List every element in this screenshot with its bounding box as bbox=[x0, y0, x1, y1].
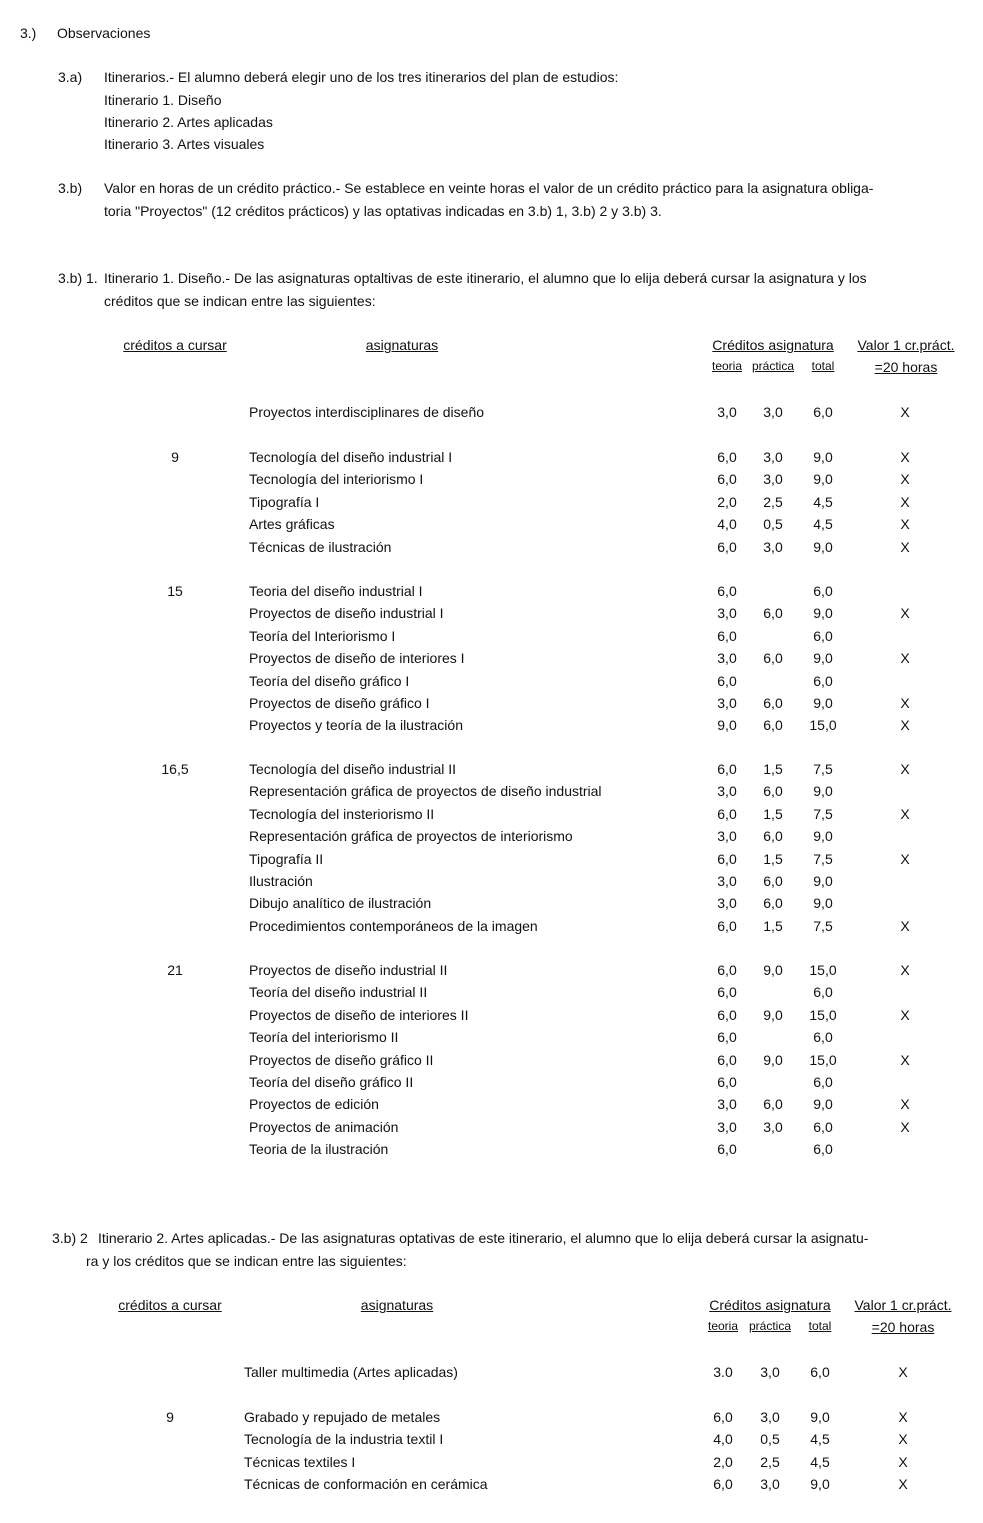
credits-total: 6,0 bbox=[813, 1029, 833, 1045]
subject-name: Técnicas de conformación en cerámica bbox=[244, 1476, 488, 1492]
subject-name: Representación gráfica de proyectos de diseño industrial bbox=[249, 783, 602, 799]
section-label: 3.b) 1. bbox=[58, 270, 98, 286]
section-intro-line: Itinerario 2. Artes aplicadas.- De las asignaturas optativas de este itinerario, el alumno que lo elija deberá cursar la asignatu- bbox=[98, 1230, 869, 1246]
practical-hours-mark: X bbox=[898, 1476, 908, 1492]
credits-practica: 3,0 bbox=[763, 471, 783, 487]
credits-total: 9,0 bbox=[813, 539, 833, 555]
credits-teoria: 6,0 bbox=[717, 673, 737, 689]
credits-practica: 3,0 bbox=[760, 1409, 780, 1425]
credits-teoria: 3,0 bbox=[717, 828, 737, 844]
subject-name: Tecnología del interiorismo I bbox=[249, 471, 424, 487]
subject-name: Proyectos de diseño gráfico I bbox=[249, 695, 430, 711]
credits-practica: 6,0 bbox=[763, 650, 783, 666]
practical-hours-mark: X bbox=[900, 717, 910, 733]
practical-hours-mark: X bbox=[900, 471, 910, 487]
credits-practica: 0,5 bbox=[760, 1431, 780, 1447]
credits-total: 4,5 bbox=[810, 1431, 830, 1447]
section-title: Observaciones bbox=[57, 25, 151, 41]
credits-total: 7,5 bbox=[813, 851, 833, 867]
credits-teoria: 6,0 bbox=[717, 471, 737, 487]
subject-name: Tecnología de la industria textil I bbox=[244, 1431, 444, 1447]
credits-total: 7,5 bbox=[813, 761, 833, 777]
credits-teoria: 6,0 bbox=[717, 1074, 737, 1090]
practical-hours-mark: X bbox=[900, 1052, 910, 1068]
subject-name: Proyectos y teoría de la ilustración bbox=[249, 717, 463, 733]
credits-practica: 6,0 bbox=[763, 605, 783, 621]
credits-teoria: 3,0 bbox=[717, 695, 737, 711]
credits-total: 4,5 bbox=[813, 516, 833, 532]
credits-teoria: 3,0 bbox=[717, 605, 737, 621]
header-practica: práctica bbox=[751, 359, 795, 373]
credits-to-take: 9 bbox=[171, 449, 179, 465]
obs-a-line: Itinerario 2. Artes aplicadas bbox=[104, 114, 273, 130]
credits-total: 9,0 bbox=[813, 873, 833, 889]
subject-name: Teoría del Interiorismo I bbox=[249, 628, 396, 644]
credits-teoria: 6,0 bbox=[717, 761, 737, 777]
credits-teoria: 2,0 bbox=[717, 494, 737, 510]
credits-practica: 1,5 bbox=[763, 918, 783, 934]
subject-name: Proyectos de diseño de interiores I bbox=[249, 650, 465, 666]
credits-teoria: 6,0 bbox=[717, 539, 737, 555]
credits-total: 6,0 bbox=[810, 1364, 830, 1380]
credits-to-take: 9 bbox=[166, 1409, 174, 1425]
credits-teoria: 2,0 bbox=[713, 1454, 733, 1470]
credits-practica: 3,0 bbox=[763, 449, 783, 465]
credits-teoria: 3,0 bbox=[717, 1119, 737, 1135]
practical-hours-mark: X bbox=[900, 404, 910, 420]
practical-hours-mark: X bbox=[900, 695, 910, 711]
subject-name: Ilustración bbox=[249, 873, 313, 889]
obs-b-label: 3.b) bbox=[58, 180, 83, 196]
subject-name: Artes gráficas bbox=[249, 516, 335, 532]
subject-name: Tipografía I bbox=[249, 494, 320, 510]
subject-name: Grabado y repujado de metales bbox=[244, 1409, 441, 1425]
practical-hours-mark: X bbox=[900, 516, 910, 532]
credits-teoria: 6,0 bbox=[717, 583, 737, 599]
credits-total: 6,0 bbox=[813, 984, 833, 1000]
credits-practica: 2,5 bbox=[760, 1454, 780, 1470]
practical-hours-mark: X bbox=[900, 851, 910, 867]
credits-practica: 2,5 bbox=[763, 494, 783, 510]
credits-practica: 6,0 bbox=[763, 783, 783, 799]
subject-name: Dibujo analítico de ilustración bbox=[249, 895, 432, 911]
credits-teoria: 6,0 bbox=[717, 1007, 737, 1023]
credits-practica: 6,0 bbox=[763, 695, 783, 711]
credits-total: 9,0 bbox=[813, 471, 833, 487]
credits-practica: 0,5 bbox=[763, 516, 783, 532]
subject-name: Proyectos de diseño gráfico II bbox=[249, 1052, 434, 1068]
subject-name: Tecnología del diseño industrial I bbox=[249, 449, 453, 465]
subject-name: Teoria de la ilustración bbox=[249, 1141, 389, 1157]
obs-a-label: 3.a) bbox=[58, 69, 83, 85]
header-creditos-a-cursar: créditos a cursar bbox=[123, 337, 227, 353]
practical-hours-mark: X bbox=[900, 539, 910, 555]
obs-b-line: toria "Proyectos" (12 créditos prácticos) y las optativas indicadas en 3.b) 1, 3.b) 2 y 3.b) 3. bbox=[104, 203, 662, 219]
subject-name: Proyectos de diseño industrial II bbox=[249, 962, 448, 978]
credits-total: 9,0 bbox=[810, 1476, 830, 1492]
credits-teoria: 3,0 bbox=[717, 873, 737, 889]
subject-name: Proyectos de animación bbox=[249, 1119, 399, 1135]
header-teoria: teoria bbox=[707, 1319, 739, 1333]
credits-teoria: 6,0 bbox=[717, 851, 737, 867]
credits-teoria: 6,0 bbox=[717, 1029, 737, 1045]
credits-total: 15,0 bbox=[809, 717, 837, 733]
credits-total: 15,0 bbox=[809, 1007, 837, 1023]
credits-teoria: 3.0 bbox=[713, 1364, 733, 1380]
credits-practica: 3,0 bbox=[763, 1119, 783, 1135]
practical-hours-mark: X bbox=[900, 1119, 910, 1135]
credits-teoria: 6,0 bbox=[717, 962, 737, 978]
credits-practica: 1,5 bbox=[763, 761, 783, 777]
credits-total: 7,5 bbox=[813, 918, 833, 934]
credits-total: 9,0 bbox=[813, 828, 833, 844]
credits-teoria: 3,0 bbox=[717, 895, 737, 911]
credits-practica: 9,0 bbox=[763, 1007, 783, 1023]
credits-total: 9,0 bbox=[813, 650, 833, 666]
section-number: 3.) bbox=[20, 25, 37, 41]
credits-teoria: 4,0 bbox=[717, 516, 737, 532]
credits-practica: 6,0 bbox=[763, 828, 783, 844]
credits-total: 9,0 bbox=[813, 605, 833, 621]
practical-hours-mark: X bbox=[900, 918, 910, 934]
credits-total: 15,0 bbox=[809, 962, 837, 978]
practical-hours-mark: X bbox=[900, 1096, 910, 1112]
credits-practica: 6,0 bbox=[763, 717, 783, 733]
header-total: total bbox=[808, 1319, 832, 1333]
practical-hours-mark: X bbox=[898, 1431, 908, 1447]
credits-total: 9,0 bbox=[813, 1096, 833, 1112]
subject-name: Representación gráfica de proyectos de interiorismo bbox=[249, 828, 573, 844]
credits-total: 6,0 bbox=[813, 1141, 833, 1157]
subject-name: Tecnología del diseño industrial II bbox=[249, 761, 457, 777]
practical-hours-mark: X bbox=[900, 761, 910, 777]
credits-practica: 6,0 bbox=[763, 873, 783, 889]
header-teoria: teoria bbox=[711, 359, 743, 373]
credits-total: 9,0 bbox=[813, 895, 833, 911]
subject-name: Proyectos interdisciplinares de diseño bbox=[249, 404, 485, 420]
header-horas: =20 horas bbox=[871, 1319, 935, 1335]
header-asignaturas: asignaturas bbox=[365, 337, 439, 353]
section-intro-line: Itinerario 1. Diseño.- De las asignaturas optaltivas de este itinerario, el alumno que lo elija deberá cursar la asignatura y los bbox=[104, 270, 867, 286]
subject-name: Procedimientos contemporáneos de la imagen bbox=[249, 918, 538, 934]
header-creditos-a-cursar: créditos a cursar bbox=[118, 1297, 222, 1313]
credits-practica: 3,0 bbox=[760, 1476, 780, 1492]
subject-name: Proyectos de edición bbox=[249, 1096, 379, 1112]
header-creditos-asignatura: Créditos asignatura bbox=[712, 337, 834, 353]
obs-a-line: Itinerario 3. Artes visuales bbox=[104, 136, 265, 152]
credits-teoria: 6,0 bbox=[717, 918, 737, 934]
credits-total: 4,5 bbox=[810, 1454, 830, 1470]
practical-hours-mark: X bbox=[900, 1007, 910, 1023]
credits-total: 6,0 bbox=[813, 673, 833, 689]
credits-practica: 3,0 bbox=[763, 539, 783, 555]
credits-total: 6,0 bbox=[813, 628, 833, 644]
credits-total: 15,0 bbox=[809, 1052, 837, 1068]
credits-teoria: 4,0 bbox=[713, 1431, 733, 1447]
credits-practica: 3,0 bbox=[760, 1364, 780, 1380]
subject-name: Tipografía II bbox=[249, 851, 324, 867]
subject-name: Teoría del diseño gráfico I bbox=[249, 673, 410, 689]
obs-b-line: Valor en horas de un crédito práctico.- Se establece en veinte horas el valor de un crédito práctico para la asignatura obliga- bbox=[104, 180, 874, 196]
credits-total: 9,0 bbox=[813, 783, 833, 799]
section-label: 3.b) 2 bbox=[52, 1230, 88, 1246]
credits-teoria: 3,0 bbox=[717, 650, 737, 666]
credits-practica: 3,0 bbox=[763, 404, 783, 420]
credits-practica: 1,5 bbox=[763, 806, 783, 822]
credits-teoria: 6,0 bbox=[717, 449, 737, 465]
credits-to-take: 15 bbox=[167, 583, 183, 599]
credits-total: 4,5 bbox=[813, 494, 833, 510]
practical-hours-mark: X bbox=[900, 494, 910, 510]
section-intro-line: ra y los créditos que se indican entre las siguientes: bbox=[86, 1253, 407, 1269]
credits-teoria: 6,0 bbox=[713, 1409, 733, 1425]
credits-to-take: 21 bbox=[167, 962, 183, 978]
credits-teoria: 3,0 bbox=[717, 404, 737, 420]
obs-a-line: Itinerarios.- El alumno deberá elegir uno de los tres itinerarios del plan de estudios: bbox=[104, 69, 619, 85]
credits-total: 6,0 bbox=[813, 1074, 833, 1090]
header-valor-credito: Valor 1 cr.práct. bbox=[854, 1297, 952, 1313]
practical-hours-mark: X bbox=[900, 962, 910, 978]
credits-teoria: 9,0 bbox=[717, 717, 737, 733]
credits-teoria: 6,0 bbox=[717, 984, 737, 1000]
practical-hours-mark: X bbox=[900, 605, 910, 621]
credits-total: 9,0 bbox=[810, 1409, 830, 1425]
credits-teoria: 6,0 bbox=[717, 1052, 737, 1068]
subject-name: Técnicas de ilustración bbox=[249, 539, 392, 555]
credits-total: 6,0 bbox=[813, 1119, 833, 1135]
subject-name: Teoria del diseño industrial I bbox=[249, 583, 423, 599]
credits-practica: 9,0 bbox=[763, 1052, 783, 1068]
header-horas: =20 horas bbox=[874, 359, 938, 375]
subject-name: Proyectos de diseño de interiores II bbox=[249, 1007, 469, 1023]
practical-hours-mark: X bbox=[898, 1409, 908, 1425]
header-total: total bbox=[811, 359, 835, 373]
credits-teoria: 6,0 bbox=[717, 806, 737, 822]
credits-total: 9,0 bbox=[813, 449, 833, 465]
credits-practica: 6,0 bbox=[763, 895, 783, 911]
practical-hours-mark: X bbox=[898, 1454, 908, 1470]
practical-hours-mark: X bbox=[898, 1364, 908, 1380]
credits-practica: 1,5 bbox=[763, 851, 783, 867]
credits-practica: 6,0 bbox=[763, 1096, 783, 1112]
credits-total: 7,5 bbox=[813, 806, 833, 822]
subject-name: Técnicas textiles I bbox=[244, 1454, 356, 1470]
credits-teoria: 6,0 bbox=[717, 1141, 737, 1157]
credits-total: 9,0 bbox=[813, 695, 833, 711]
credits-teoria: 6,0 bbox=[713, 1476, 733, 1492]
subject-name: Taller multimedia (Artes aplicadas) bbox=[244, 1364, 458, 1380]
header-creditos-asignatura: Créditos asignatura bbox=[709, 1297, 831, 1313]
practical-hours-mark: X bbox=[900, 806, 910, 822]
header-practica: práctica bbox=[748, 1319, 792, 1333]
subject-name: Teoría del interiorismo II bbox=[249, 1029, 399, 1045]
credits-teoria: 3,0 bbox=[717, 783, 737, 799]
subject-name: Teoría del diseño gráfico II bbox=[249, 1074, 414, 1090]
credits-total: 6,0 bbox=[813, 404, 833, 420]
section-intro-line: créditos que se indican entre las siguientes: bbox=[104, 293, 376, 309]
subject-name: Teoría del diseño industrial II bbox=[249, 984, 428, 1000]
credits-total: 6,0 bbox=[813, 583, 833, 599]
header-valor-credito: Valor 1 cr.práct. bbox=[857, 337, 955, 353]
practical-hours-mark: X bbox=[900, 449, 910, 465]
subject-name: Tecnología del insteriorismo II bbox=[249, 806, 435, 822]
credits-teoria: 3,0 bbox=[717, 1096, 737, 1112]
practical-hours-mark: X bbox=[900, 650, 910, 666]
credits-practica: 9,0 bbox=[763, 962, 783, 978]
credits-to-take: 16,5 bbox=[161, 761, 189, 777]
obs-a-line: Itinerario 1. Diseño bbox=[104, 92, 222, 108]
subject-name: Proyectos de diseño industrial I bbox=[249, 605, 444, 621]
credits-teoria: 6,0 bbox=[717, 628, 737, 644]
header-asignaturas: asignaturas bbox=[360, 1297, 434, 1313]
